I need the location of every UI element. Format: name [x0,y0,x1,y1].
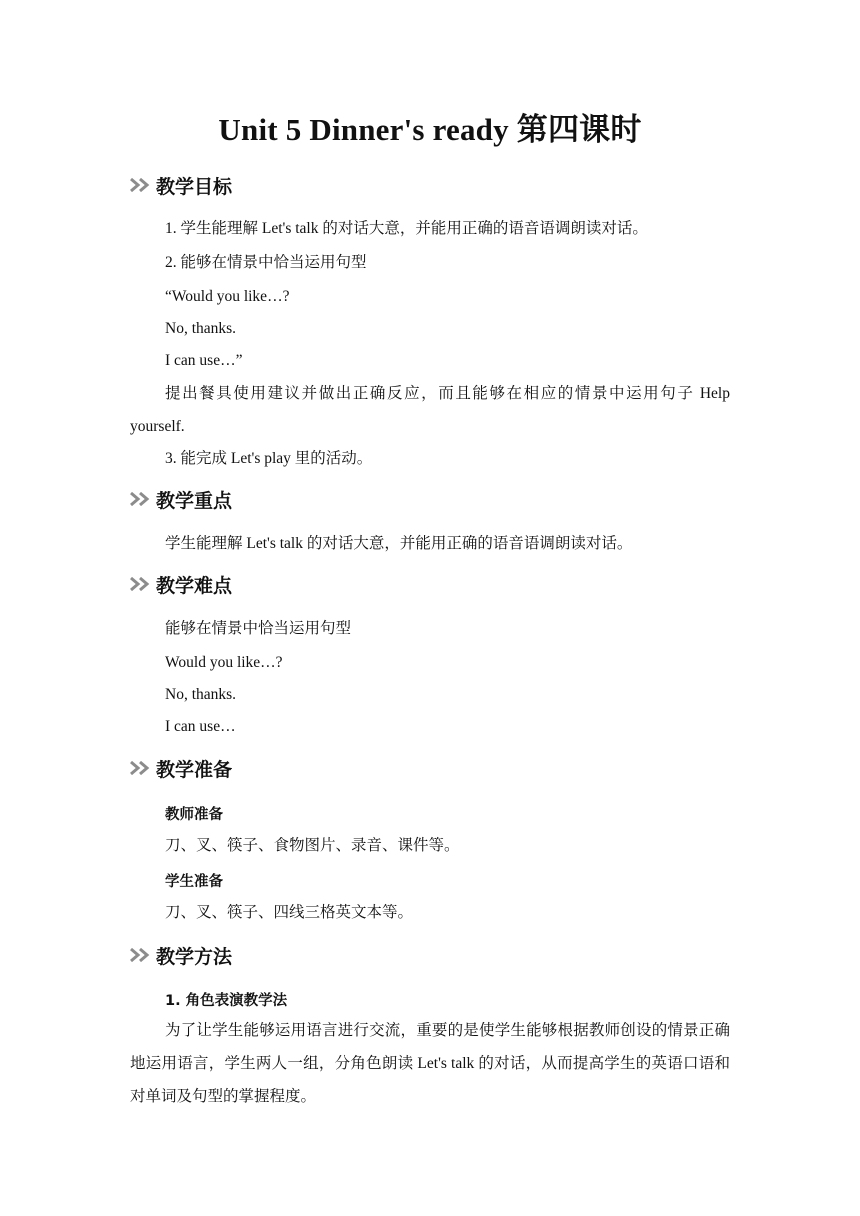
section-heading-label: 教学准备 [156,758,233,781]
section-heading-methods [130,940,232,970]
section-heading-label: 教学重点 [156,489,233,512]
method-1-paragraph: 为了让学生能够运用语言进行交流，重要的是使学生能够根据教师创设的情景正确地运用语言，学生两人一组，分角色朗读 Let's talk 的对话，从而提高学生的英语口语和对单词及句型的掌握程度。 [130,1022,730,1105]
section-heading-preparation [130,753,232,783]
difficulty-line-2: Would you like…? [165,654,283,671]
section-heading-difficulties [130,569,232,599]
difficulty-line-1: 能够在情景中恰当运用句型 [165,620,352,637]
objective-line-3: “Would you like…? [165,288,290,305]
objective-line-4: No, thanks. [165,320,237,337]
section-heading-objectives [130,170,232,200]
difficulty-line-4: I can use… [165,718,236,735]
teacher-prep-title: 教师准备 [165,807,223,823]
student-prep-title: 学生准备 [165,874,223,890]
double-chevron-right-icon [130,577,154,591]
method-1-title: 1. 角色表演教学法 [165,993,288,1009]
objective-line-6: 提出餐具使用建议并做出正确反应，而且能够在相应的情景中运用句子 Help [165,385,730,402]
double-chevron-right-icon [130,492,154,506]
double-chevron-right-icon [130,761,154,775]
section-heading-label: 教学方法 [156,945,233,968]
objective-line-1: 1. 学生能理解 Let's talk 的对话大意，并能用正确的语音语调朗读对话。 [165,220,648,237]
section-heading-key-points [130,484,232,514]
objective-line-5: I can use…” [165,352,243,369]
objective-line-2: 2. 能够在情景中恰当运用句型 [165,254,367,271]
student-prep-text: 刀、叉、筷子、四线三格英文本等。 [165,904,414,921]
double-chevron-right-icon [130,178,154,192]
double-chevron-right-icon [130,948,154,962]
difficulty-line-3: No, thanks. [165,686,237,703]
key-point-line-1: 学生能理解 Let's talk 的对话大意，并能用正确的语音语调朗读对话。 [165,535,633,552]
section-heading-label: 教学难点 [156,574,233,597]
document-title: Unit 5 Dinner's ready 第四课时 [218,112,642,147]
objective-line-8: 3. 能完成 Let's play 里的活动。 [165,450,373,467]
section-heading-label: 教学目标 [156,175,233,198]
teacher-prep-text: 刀、叉、筷子、食物图片、录音、课件等。 [165,837,460,854]
objective-line-7: yourself. [130,418,185,435]
